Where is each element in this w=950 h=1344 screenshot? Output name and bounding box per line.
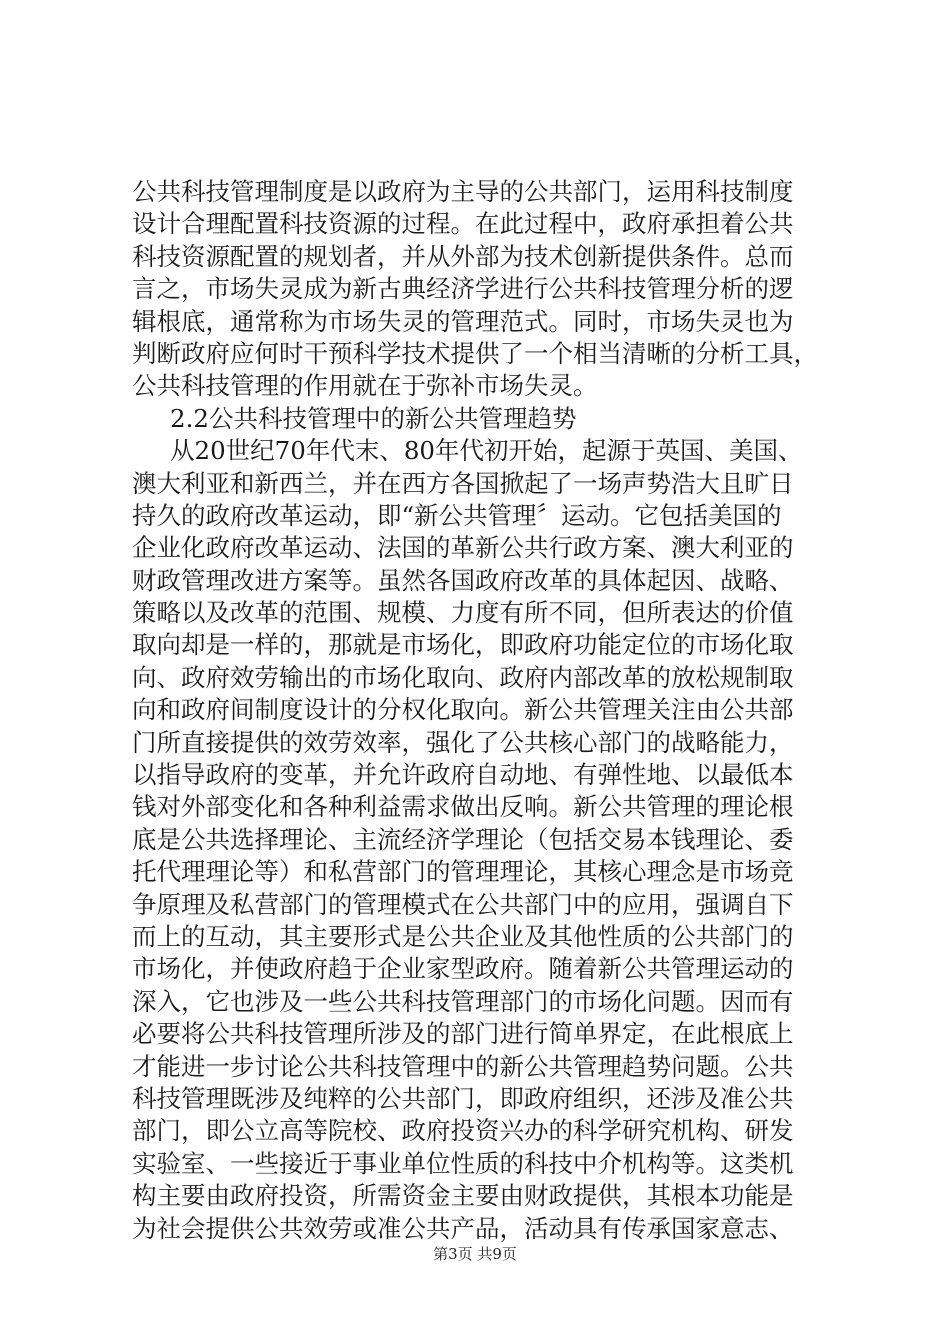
- text-line: 门所直接提供的效劳效率，强化了公共核心部门的战略能力，: [132, 727, 794, 757]
- text-line: 必要将公共科技管理所涉及的部门进行简单界定，在此根底上: [132, 1019, 794, 1049]
- section-heading: 2.2公共科技管理中的新公共管理趋势: [170, 403, 577, 433]
- text-line: 向、政府效劳输出的市场化取向、政府内部改革的放松规制取: [132, 662, 794, 692]
- text-line: 言之，市场失灵成为新古典经济学进行公共科技管理分析的逻: [132, 274, 794, 304]
- text-line: 公共科技管理的作用就在于弥补市场失灵。: [132, 371, 598, 401]
- page-footer: [0, 1244, 950, 1264]
- text-line: 而上的互动，其主要形式是公共企业及其他性质的公共部门的: [132, 921, 794, 951]
- text-line: 部门，即公立高等院校、政府投资兴办的科学研究机构、研发: [132, 1116, 794, 1146]
- text-line: 以指导政府的变革，并允许政府自动地、有弹性地、以最低本: [132, 760, 794, 790]
- text-line: 判断政府应何时干预科学技术提供了一个相当清晰的分析工具，: [132, 338, 818, 368]
- text-line: 实验室、一些接近于事业单位性质的科技中介机构等。这类机: [132, 1148, 794, 1178]
- text-line: 向和政府间制度设计的分权化取向。新公共管理关注由公共部: [132, 695, 794, 725]
- text-line: 持久的政府改革运动，即“新公共管理〞运动。它包括美国的: [132, 500, 782, 530]
- page-number: 第3页 共9页: [433, 1245, 517, 1263]
- text-line: 企业化政府改革运动、法国的革新公共行政方案、澳大利亚的: [132, 533, 794, 563]
- text-line: 从20世纪70年代末、80年代初开始，起源于英国、美国、: [170, 436, 803, 466]
- text-line: 为社会提供公共效劳或准公共产品，活动具有传承国家意志、: [132, 1213, 794, 1243]
- text-line: 科技管理既涉及纯粹的公共部门，即政府组织，还涉及准公共: [132, 1083, 794, 1113]
- paragraph-2: [132, 435, 822, 1245]
- text-line: 设计合理配置科技资源的过程。在此过程中，政府承担着公共: [132, 209, 794, 239]
- body-text: [132, 176, 822, 1245]
- text-line: 公共科技管理制度是以政府为主导的公共部门，运用科技制度: [132, 177, 794, 206]
- text-line: 才能进一步讨论公共科技管理中的新公共管理趋势问题。公共: [132, 1051, 794, 1081]
- text-line: 深入，它也涉及一些公共科技管理部门的市场化问题。因而有: [132, 986, 794, 1016]
- text-line: 钱对外部变化和各种利益需求做出反响。新公共管理的理论根: [132, 792, 794, 822]
- text-line: 底是公共选择理论、主流经济学理论（包括交易本钱理论、委: [132, 824, 794, 854]
- text-line: 构主要由政府投资，所需资金主要由财政提供，其根本功能是: [132, 1181, 794, 1211]
- text-line: 澳大利亚和新西兰，并在西方各国掀起了一场声势浩大且旷日: [132, 468, 794, 498]
- text-line: 辑根底，通常称为市场失灵的管理范式。同时，市场失灵也为: [132, 306, 794, 336]
- paragraph-1: [132, 176, 822, 403]
- text-line: 市场化，并使政府趋于企业家型政府。随着新公共管理运动的: [132, 954, 794, 984]
- text-line: 托代理理论等）和私营部门的管理理论，其核心理念是市场竞: [132, 857, 794, 887]
- text-line: 科技资源配置的规划者，并从外部为技术创新提供条件。总而: [132, 241, 794, 271]
- text-line: 策略以及改革的范围、规模、力度有所不同，但所表达的价值: [132, 598, 794, 628]
- text-line: 争原理及私营部门的管理模式在公共部门中的应用，强调自下: [132, 889, 794, 919]
- text-line: 财政管理改进方案等。虽然各国政府改革的具体起因、战略、: [132, 565, 794, 595]
- text-line: 取向却是一样的，那就是市场化，即政府功能定位的市场化取: [132, 630, 794, 660]
